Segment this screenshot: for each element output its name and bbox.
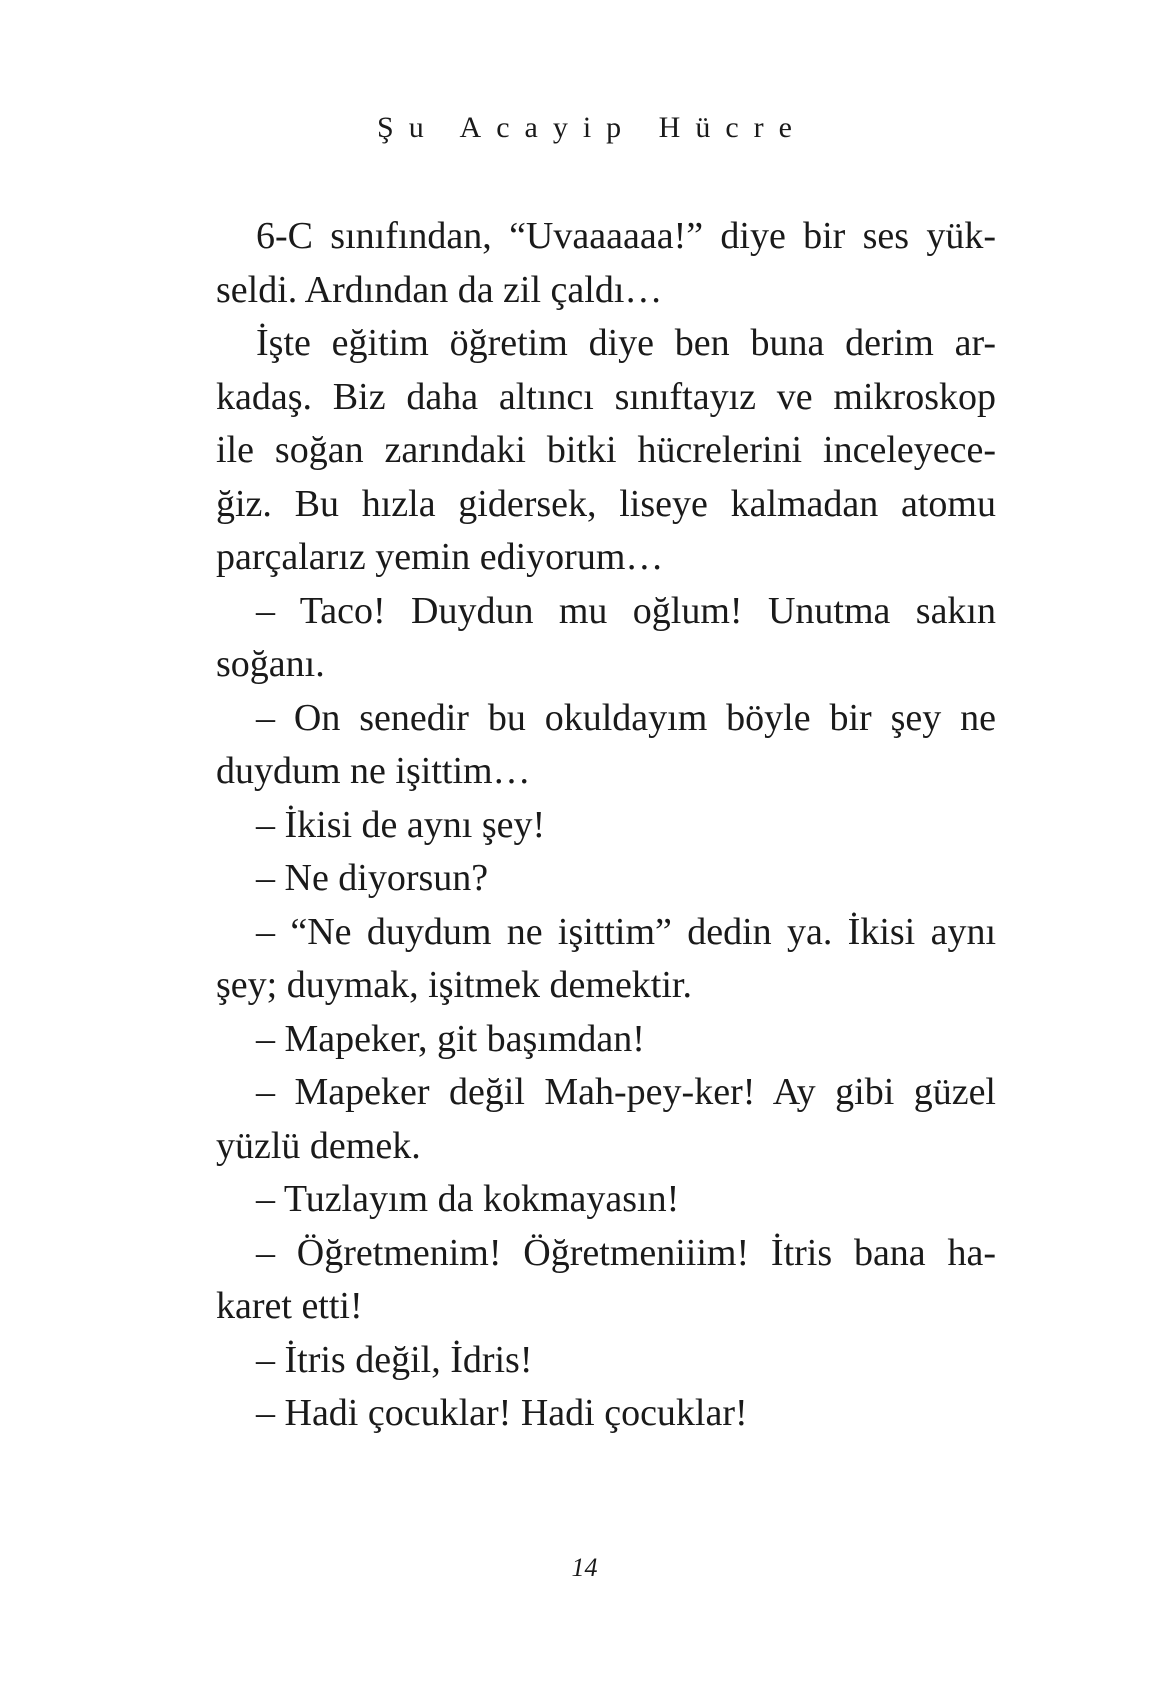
text-line: parçalarız yemin ediyorum…: [216, 536, 664, 578]
text-line: – On senedir bu okuldayım böyle bir şey ne: [256, 696, 996, 739]
text-line: duydum ne işittim…: [216, 750, 531, 792]
text-line: – Mapeker değil Mah-pey-ker! Ay gibi güzel: [256, 1071, 996, 1113]
text-line: şey; duymak, işitmek demektir.: [216, 964, 692, 1006]
text-line: – İtris değil, İdris!: [256, 1338, 533, 1381]
text-line: seldi. Ardından da zil çaldı…: [216, 268, 663, 311]
page-number: 14: [571, 1553, 598, 1582]
text-line: – Taco! Duydun mu oğlum! Unutma sakın: [256, 589, 996, 632]
text-line: ile soğan zarındaki bitki hücrelerini inceleyece-: [216, 429, 996, 471]
text-line: İşte eğitim öğretim diye ben buna derim ar-: [256, 322, 996, 364]
body-text: [216, 210, 996, 1441]
text-line: – İkisi de aynı şey!: [256, 803, 546, 846]
text-line: – Ne diyorsun?: [256, 857, 489, 899]
text-line: – Öğretmenim! Öğretmeniiim! İtris bana ha-: [256, 1231, 996, 1274]
text-line: – “Ne duydum ne işittim” dedin ya. İkisi aynı: [256, 910, 996, 953]
text-line: yüzlü demek.: [216, 1124, 421, 1167]
running-title: Şu Acayip Hücre: [377, 111, 807, 144]
text-line: karet etti!: [216, 1285, 363, 1327]
text-line: – Tuzlayım da kokmayasın!: [256, 1178, 680, 1220]
text-line: ğiz. Bu hızla gidersek, liseye kalmadan atomu: [216, 482, 996, 525]
text-line: 6-C sınıfından, “Uvaaaaaa!” diye bir ses yük-: [256, 215, 996, 257]
text-line: – Mapeker, git başımdan!: [256, 1017, 645, 1060]
text-line: kadaş. Biz daha altıncı sınıftayız ve mikroskop: [216, 375, 996, 418]
text-line: soğanı.: [216, 643, 325, 685]
text-line: – Hadi çocuklar! Hadi çocuklar!: [256, 1392, 748, 1434]
